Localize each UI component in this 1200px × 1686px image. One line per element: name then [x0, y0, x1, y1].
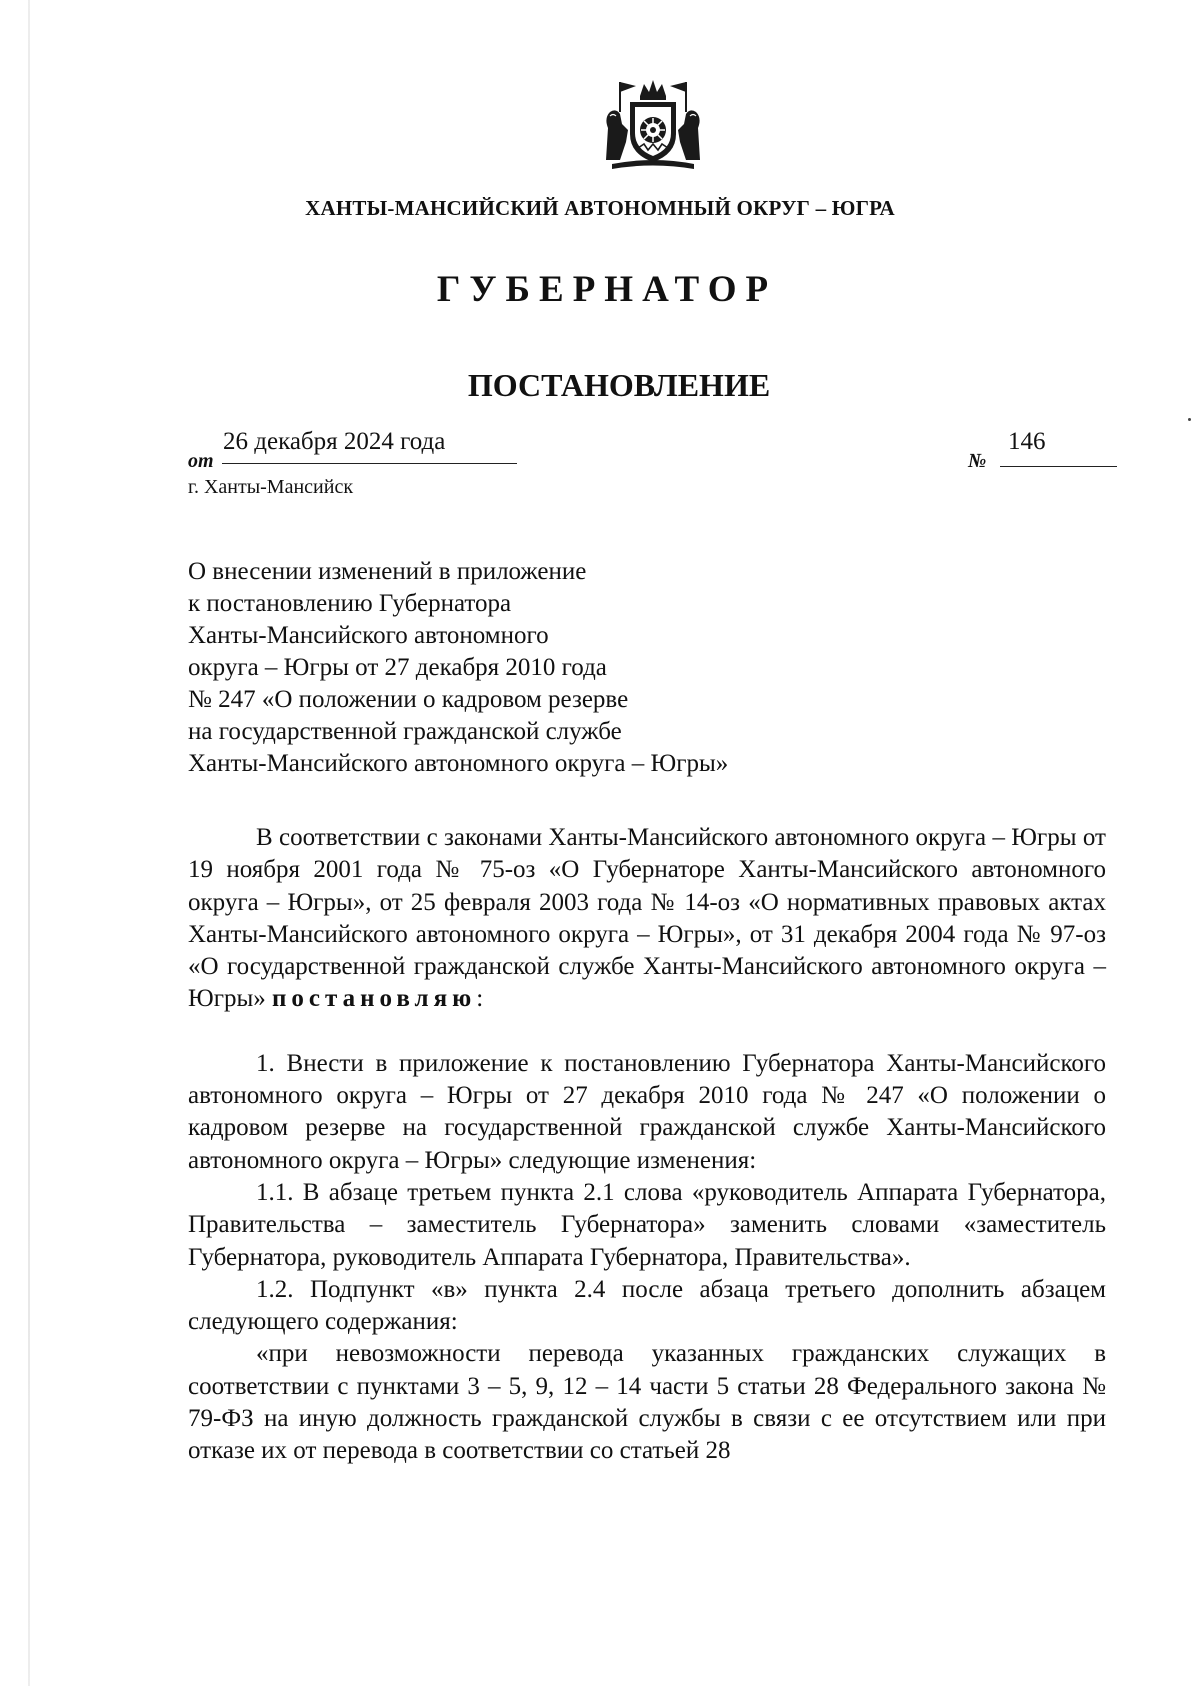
subject-line: Ханты-Мансийского автономного округа – Югры» — [188, 750, 729, 777]
resolve-word: постановляю — [272, 985, 477, 1013]
region-title: ХАНТЫ-МАНСИЙСКИЙ АВТОНОМНЫЙ ОКРУГ – ЮГРА — [305, 196, 895, 220]
document-subject — [188, 556, 828, 780]
city: г. Ханты-Мансийск — [188, 476, 354, 498]
date-underline — [222, 463, 517, 464]
preamble-text: В соответствии с законами Ханты-Мансийского автономного округа – Югры от 19 ноября 2001 года № 75-оз «О Губернаторе Ханты-Мансийского автономного округа – Югры», от 25 февраля 2003 года № 14-оз «О нормативных правовых актах Ханты-Мансийского автономного округа – Югры», от 31 декабря 2004 года № 97-оз «О государственной гражданской службе Ханты-Мансийского автономного округа – Югры» — [188, 824, 1106, 1013]
subject-line: № 247 «О положении о кадровом резерве — [188, 686, 629, 713]
coat-of-arms-icon — [598, 72, 708, 172]
quote-paragraph: «при невозможности перевода указанных гражданских служащих в соответствии с пунктами 3 – 5, 9, 12 – 14 части 5 статьи 28 Федерального закона № 79-ФЗ на иную должность гражданской службы в связи с ее отсутствием или при отказе их от перевода в соответствии со статьей 28 — [188, 1340, 1106, 1465]
item-1-1-paragraph: 1.1. В абзаце третьем пункта 2.1 слова «руководитель Аппарата Губернатора, Правительства – заместитель Губернатора» заменить словами «заместитель Губернатора, руководитель Аппарата Губернатора, Правительства». — [188, 1178, 1106, 1271]
date-value: 26 декабря 2024 года — [223, 428, 446, 455]
number-field — [968, 428, 1118, 472]
subject-line: О внесении изменений в приложение — [188, 558, 587, 585]
preamble-paragraph — [188, 822, 1106, 1016]
document-body — [188, 822, 1106, 1468]
date-prefix: от — [188, 450, 214, 472]
number-prefix: № — [968, 450, 987, 472]
subject-line: к постановлению Губернатора — [188, 590, 512, 617]
item-1-2-paragraph: 1.2. Подпункт «в» пункта 2.4 после абзаца третьего дополнить абзацем следующего содержания: — [188, 1275, 1106, 1336]
item-1-paragraph: 1. Внести в приложение к постановлению Губернатора Ханты-Мансийского автономного округа – Югры от 27 декабря 2010 года № 247 «О положении о кадровом резерве на государственной гражданской службе Ханты-Мансийского автономного округа – Югры» следующие изменения: — [188, 1049, 1106, 1174]
number-value: 146 — [1008, 428, 1046, 455]
scan-edge — [28, 0, 30, 1686]
subject-line: округа – Югры от 27 декабря 2010 года — [188, 654, 607, 681]
resolve-colon: : — [476, 985, 484, 1013]
authority-title: ГУБЕРНАТОР — [436, 269, 778, 310]
document-type: ПОСТАНОВЛЕНИЕ — [467, 367, 771, 403]
date-field — [188, 428, 528, 472]
subject-line: Ханты-Мансийского автономного — [188, 622, 549, 649]
scan-speck — [1188, 418, 1191, 421]
number-underline — [1000, 466, 1117, 467]
subject-line: на государственной гражданской службе — [188, 718, 622, 745]
